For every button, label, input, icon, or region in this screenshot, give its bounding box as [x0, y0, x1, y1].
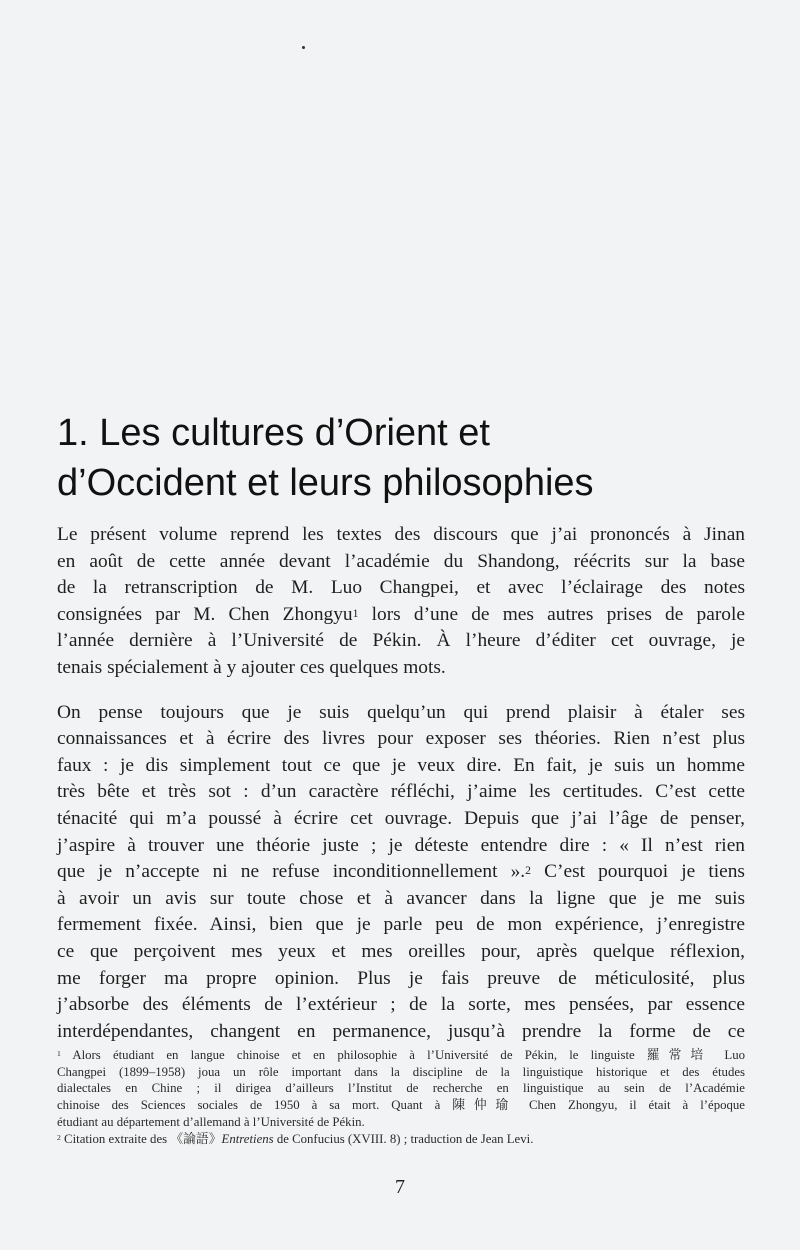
work-title: Entretiens [221, 1131, 274, 1146]
chapter-title-line-2: d’Occident et leurs philosophies [57, 462, 594, 504]
chapter-title-line-1: 1. Les cultures d’Orient et [57, 412, 490, 454]
work-title-chinese: 《論語》 [170, 1131, 222, 1146]
footnote-1 [57, 1047, 745, 1131]
chapter-title [57, 408, 757, 508]
text-line: interdépendantes, changent en permanence, jusqu’à prendre la forme de ce [57, 1020, 745, 1042]
footnotes [57, 1047, 745, 1147]
footnote-line [57, 1047, 745, 1064]
text-line: tenais spécialement à y ajouter ces quelques mots. [57, 656, 446, 678]
text-segment: Citation extraite des [64, 1131, 171, 1146]
footnote-line [57, 1131, 745, 1148]
text-line: fermement fixée. Ainsi, bien que je parle peu de mon expérience, j’enregistre [57, 914, 745, 936]
footnote-line: Changpei (1899–1958) joua un rôle important dans la discipline de la linguistique historique et des études [57, 1064, 745, 1079]
footnote-ref-2: 2 [525, 863, 531, 877]
paragraph-1 [57, 522, 745, 682]
text-segment: Alors étudiant en langue chinoise et en philosophie à l’Université de Pékin, le linguiste 羅常培 Luo [72, 1048, 745, 1062]
text-segment: de Confucius (XVIII. 8) ; traduction de Jean Levi. [273, 1131, 534, 1146]
footnote-2 [57, 1131, 745, 1148]
page-number: 7 [395, 1176, 405, 1198]
text-line: en août de cette année devant l’académie du Shandong, réécrits sur la base [57, 550, 745, 572]
text-line: ce que perçoivent mes yeux et mes oreilles pour, après quelque réflexion, [57, 940, 745, 962]
text-segment: que je n’accepte ni ne refuse inconditionnellement ». [57, 861, 526, 883]
footnote-line: dialectales en Chine ; il dirigea d’ailleurs l’Institut de recherche en linguistique au sein de l’Académie [57, 1081, 745, 1096]
body-text [57, 522, 745, 1045]
text-segment: consignées par M. Chen Zhongyu [57, 603, 353, 625]
text-line: de la retranscription de M. Luo Changpei, et avec l’éclairage des notes [57, 577, 745, 599]
text-line: On pense toujours que je suis quelqu’un qui prend plaisir à étaler ses [57, 701, 745, 723]
text-line: connaissances et à écrire des livres pour exposer ses théories. Rien n’est plus [57, 728, 745, 750]
text-line: Le présent volume reprend les textes des discours que j’ai prononcés à Jinan [57, 524, 745, 545]
text-segment: C’est pourquoi je tiens [530, 861, 745, 883]
text-line: j’absorbe des éléments de l’extérieur ; de la sorte, mes pensées, par essence [57, 994, 745, 1016]
text-line: très bête et très sot : d’un caractère réfléchi, j’aime les certitudes. C’est cette [57, 781, 745, 803]
speck-mark [302, 46, 305, 49]
footnote-line: étudiant au département d’allemand à l’Université de Pékin. [57, 1114, 365, 1129]
text-line: l’année dernière à l’Université de Pékin. À l’heure d’éditer cet ouvrage, je [57, 630, 745, 652]
footnote-marker: 1 [57, 1049, 61, 1059]
text-line: ténacité qui m’a poussé à écrire cet ouvrage. Depuis que j’ai l’âge de penser, [57, 807, 745, 829]
text-line [57, 602, 745, 629]
footnote-marker: 2 [57, 1132, 61, 1142]
paragraph-2 [57, 700, 745, 1046]
text-line [57, 859, 745, 886]
text-line: me forger ma propre opinion. Plus je fais preuve de méticulosité, plus [57, 967, 745, 989]
footnote-line: chinoise des Sciences sociales de 1950 à sa mort. Quant à 陳仲瑜 Chen Zhongyu, il était à l’époque [57, 1098, 745, 1113]
text-line: à avoir un avis sur toute chose et à avancer dans la ligne que je me suis [57, 887, 745, 909]
text-segment: lors d’une de mes autres prises de parole [358, 603, 745, 625]
text-line: faux : je dis simplement tout ce que je veux dire. En fait, je suis un homme [57, 754, 745, 776]
text-line: j’aspire à trouver une théorie juste ; je déteste entendre dire : « Il n’est rien [57, 834, 745, 856]
footnote-ref-1: 1 [352, 606, 359, 620]
